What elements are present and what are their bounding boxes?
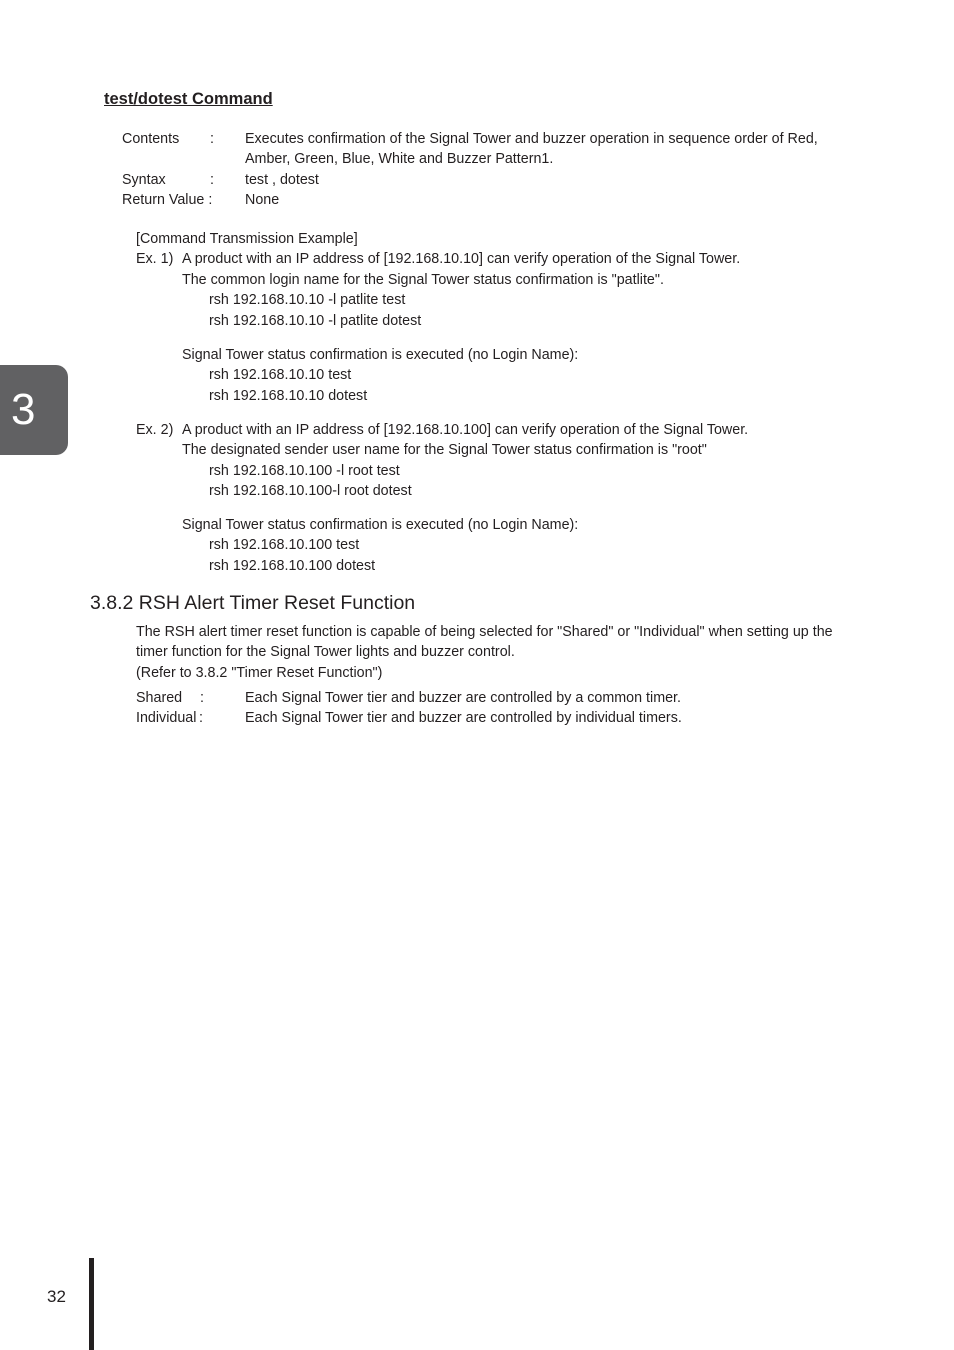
ex2-command-2: rsh 192.168.10.100-l root dotest <box>209 483 412 499</box>
syntax-value: test , dotest <box>245 172 319 188</box>
ex1-command-1: rsh 192.168.10.10 -l patlite test <box>209 292 406 308</box>
section-paragraph-line1: The RSH alert timer reset function is capable of being selected for "Shared" or "Individual" when setting up the <box>136 624 833 640</box>
section-paragraph-line3: (Refer to 3.8.2 "Timer Reset Function") <box>136 665 383 681</box>
syntax-label: Syntax <box>122 172 166 188</box>
contents-label: Contents <box>122 131 180 147</box>
ex2-command-1: rsh 192.168.10.100 -l root test <box>209 463 400 479</box>
ex1-command-4: rsh 192.168.10.10 dotest <box>209 388 368 404</box>
ex2-no-login-note: Signal Tower status confirmation is executed (no Login Name): <box>182 517 579 533</box>
ex2-line1: A product with an IP address of [192.168.10.100] can verify operation of the Signal Tower. <box>182 422 749 438</box>
shared-description: Each Signal Tower tier and buzzer are controlled by a common timer. <box>245 690 682 706</box>
ex2-command-3: rsh 192.168.10.100 test <box>209 537 360 553</box>
shared-label: Shared <box>136 690 183 706</box>
shared-colon: : <box>200 690 204 706</box>
ex2-line2: The designated sender user name for the Signal Tower status confirmation is "root" <box>182 442 707 458</box>
ex1-command-2: rsh 192.168.10.10 -l patlite dotest <box>209 313 422 329</box>
footer-divider <box>89 1258 94 1350</box>
ex1-no-login-note: Signal Tower status confirmation is executed (no Login Name): <box>182 347 579 363</box>
command-heading: test/dotest Command <box>104 90 273 108</box>
contents-value-line1: Executes confirmation of the Signal Tower and buzzer operation in sequence order of Red, <box>245 131 818 147</box>
example-intro: [Command Transmission Example] <box>136 231 358 247</box>
chapter-tab <box>0 365 68 455</box>
individual-label: Individual <box>136 710 197 726</box>
return-value: None <box>245 192 280 208</box>
individual-description: Each Signal Tower tier and buzzer are controlled by individual timers. <box>245 710 682 726</box>
page-number: 32 <box>47 1287 66 1306</box>
return-value-label: Return Value : <box>122 192 213 208</box>
ex1-label: Ex. 1) <box>136 251 174 267</box>
ex1-line2: The common login name for the Signal Tower status confirmation is "patlite". <box>182 272 664 288</box>
contents-value-line2: Amber, Green, Blue, White and Buzzer Pattern1. <box>245 151 554 167</box>
ex1-command-3: rsh 192.168.10.10 test <box>209 367 352 383</box>
ex1-line1: A product with an IP address of [192.168.10.10] can verify operation of the Signal Tower. <box>182 251 741 267</box>
chapter-number: 3 <box>11 385 36 434</box>
individual-colon: : <box>199 710 203 726</box>
ex2-label: Ex. 2) <box>136 422 174 438</box>
syntax-colon: : <box>210 172 214 188</box>
contents-colon: : <box>210 131 214 147</box>
ex2-command-4: rsh 192.168.10.100 dotest <box>209 558 376 574</box>
section-title: 3.8.2 RSH Alert Timer Reset Function <box>90 592 416 614</box>
section-paragraph-line2: timer function for the Signal Tower lights and buzzer control. <box>136 644 515 660</box>
